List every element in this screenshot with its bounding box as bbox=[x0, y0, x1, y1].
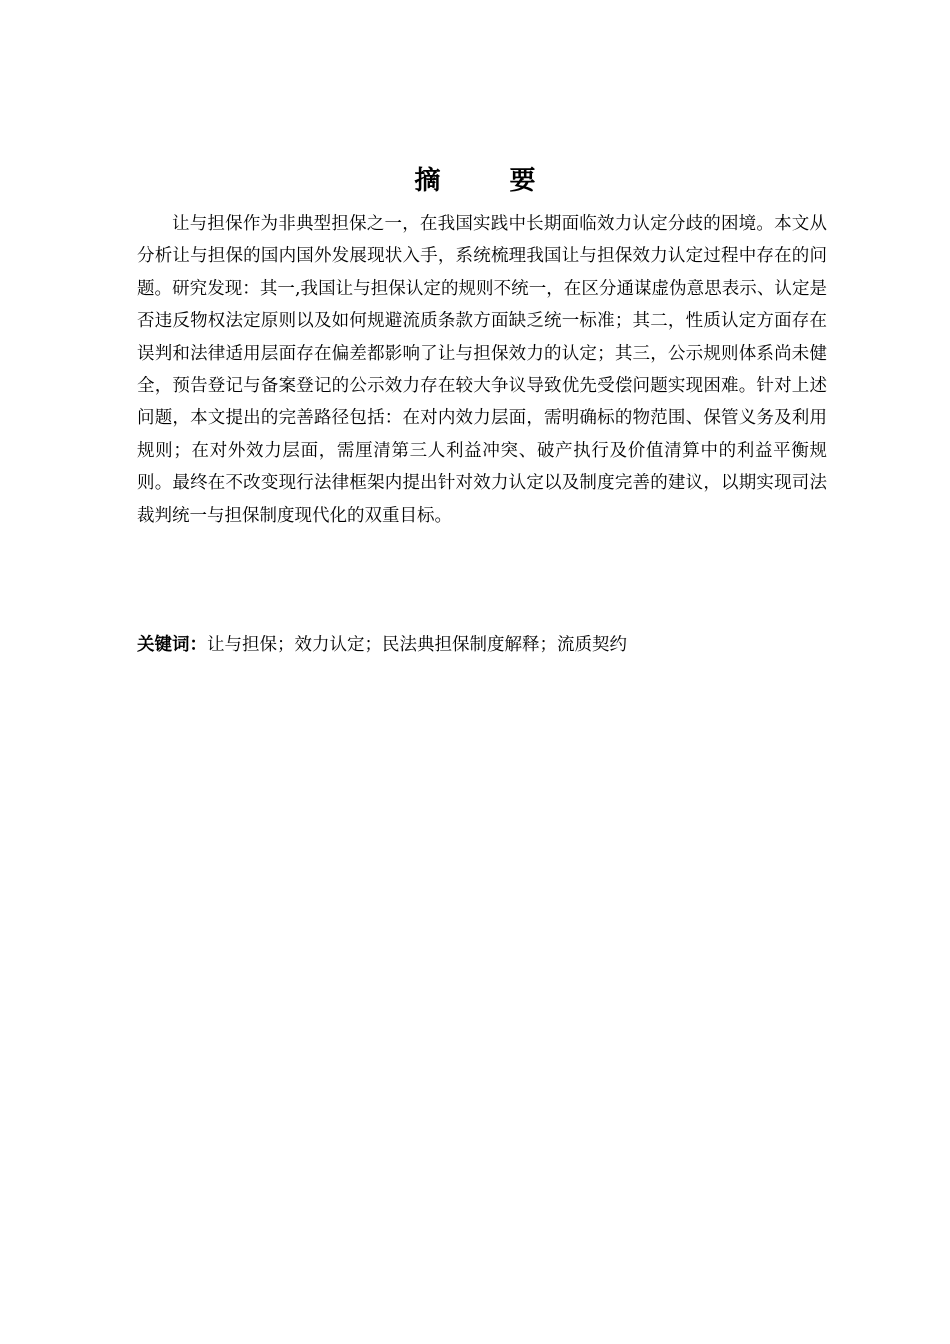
keywords-text: 让与担保；效力认定；民法典担保制度解释；流质契约 bbox=[207, 635, 627, 655]
keywords-line bbox=[137, 629, 827, 661]
keywords-label: 关键词： bbox=[137, 635, 207, 655]
abstract-title: 摘 要 bbox=[414, 166, 566, 197]
abstract-body: 让与担保作为非典型担保之一，在我国实践中长期面临效力认定分歧的困境。本文从分析让与担保的国内国外发展现状入手，系统梳理我国让与担保效力认定过程中存在的问题。研究发现：其一,我国让与担保认定的规则不统一，在区分通谋虚伪意思表示、认定是否违反物权法定原则以及如何规避流质条款方面缺乏统一标准；其二，性质认定方面存在误判和法律适用层面存在偏差都影响了让与担保效力的认定；其三，公示规则体系尚未健全，预告登记与备案登记的公示效力存在较大争议导致优先受偿问题实现困难。针对上述问题，本文提出的完善路径包括：在对内效力层面，需明确标的物范围、保管义务及利用规则；在对外效力层面，需厘清第三人利益冲突、破产执行及价值清算中的利益平衡规则。最终在不改变现行法律框架内提出针对效力认定以及制度完善的建议，以期实现司法裁判统一与担保制度现代化的双重目标。 bbox=[137, 214, 827, 526]
